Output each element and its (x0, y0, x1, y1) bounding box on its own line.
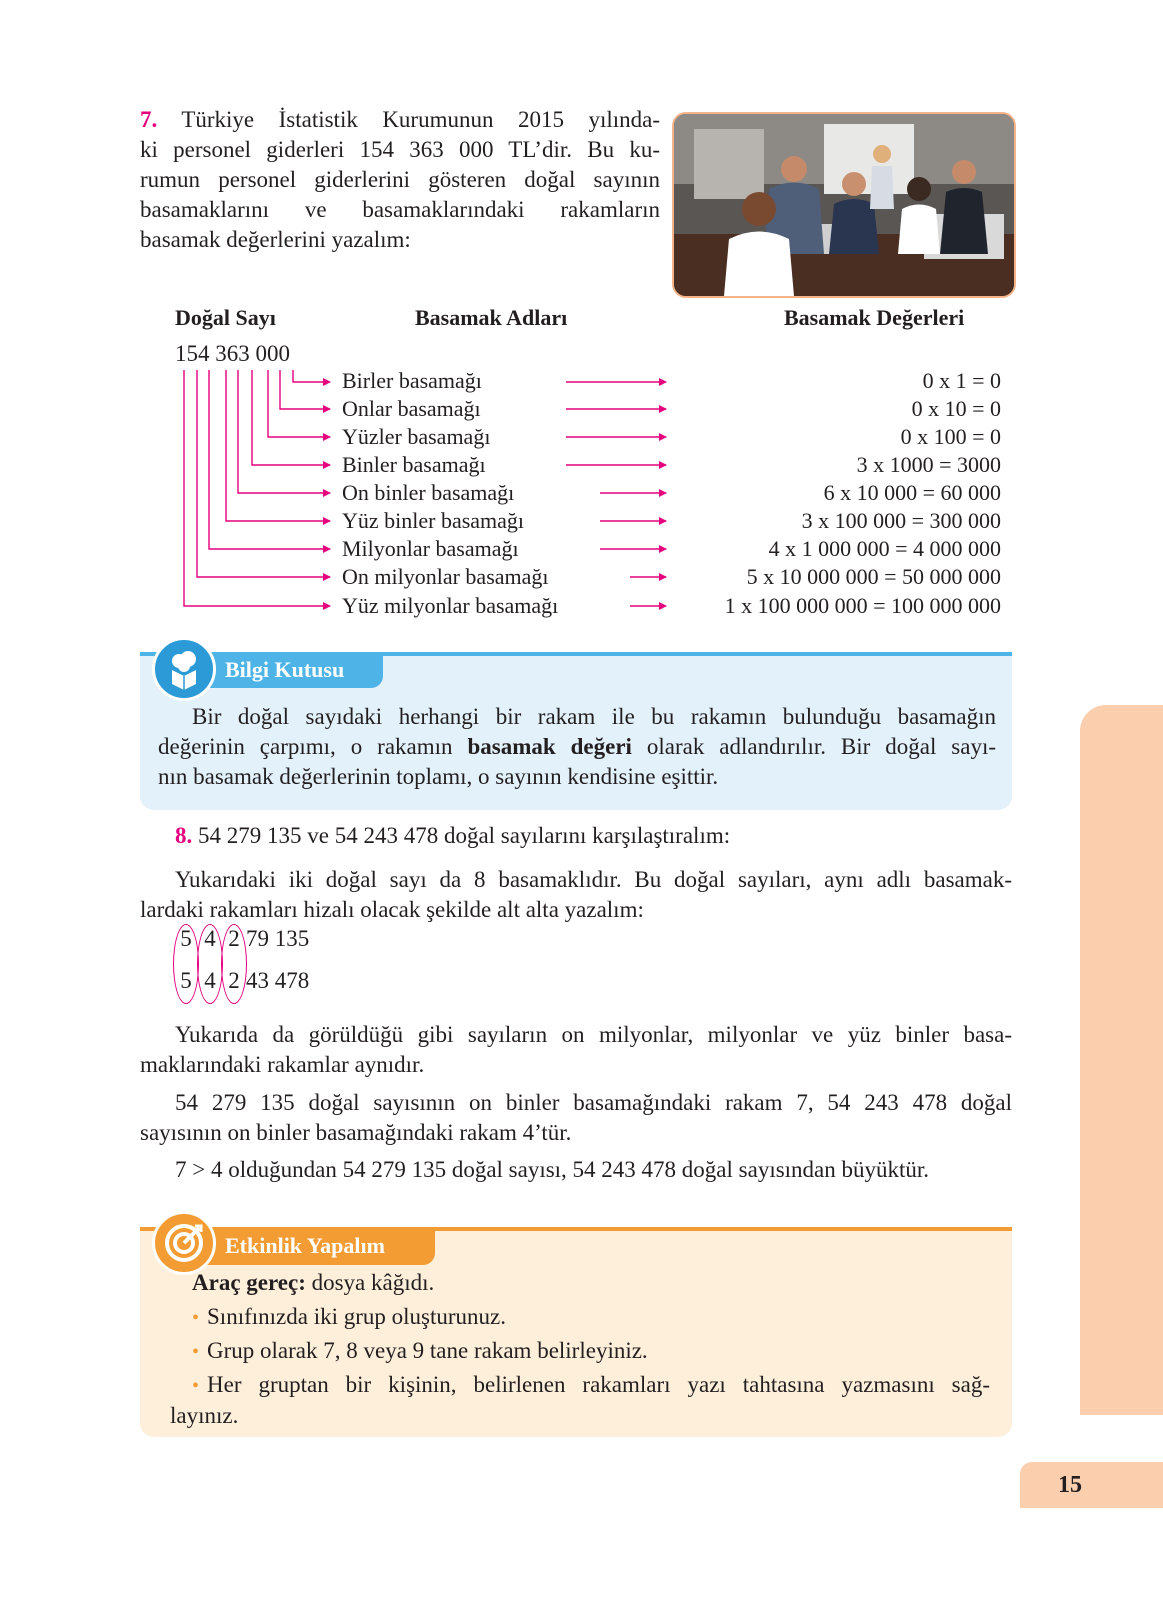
materials-label: Araç gereç: (192, 1270, 306, 1295)
activity-item-text: Sınıfınızda iki grup oluşturunuz. (207, 1304, 506, 1329)
bullet-icon: • (192, 1307, 200, 1329)
activity-item (140, 1370, 990, 1431)
materials-value: dosya kâğıdı. (305, 1270, 435, 1295)
activity-item-3-line-1 (140, 1370, 990, 1401)
place-value-row: 1 x 100 000 000 = 100 000 000 (724, 593, 1001, 618)
activity-item-3-line-2: layınız. (170, 1403, 239, 1428)
problem-8-paragraph-3 (140, 1088, 1012, 1148)
place-value-row: 6 x 10 000 = 60 000 (823, 480, 1001, 505)
digit: 2 (228, 926, 240, 951)
problem-8-intro-text: 54 279 135 ve 54 243 478 doğal sayılarını karşılaştıralım: (198, 823, 731, 848)
target-icon-graphic (155, 1214, 213, 1272)
connector-ten-millions (197, 370, 330, 577)
digit: 4 (204, 926, 216, 951)
problem-7-line-4: basamaklarını ve basamaklarındaki rakamların (140, 197, 660, 222)
activity-item-text: Grup olarak 7, 8 veya 9 tane rakam belirleyiniz. (207, 1338, 648, 1363)
info-line-3: nın basamak değerlerinin toplamı, o sayının kendisine eşittir. (158, 764, 719, 789)
problem-7-text-1: Türkiye İstatistik Kurumunun 2015 yılında- (181, 107, 660, 132)
info-line-2-b: olarak adlandırılır. Bir doğal sayı- (631, 734, 997, 759)
header-place-names: Basamak Adları (415, 305, 568, 330)
digits-rest: 79 135 (246, 926, 310, 951)
connector-tens (280, 370, 330, 409)
problem-8-p2-line-2: maklarındaki rakamlar aynıdır. (140, 1052, 425, 1077)
info-box-text (158, 702, 996, 792)
place-name-row: Milyonlar basamağı (342, 536, 519, 561)
place-name-row: Yüzler basamağı (342, 424, 491, 449)
problem-7-line-3: rumun personel giderlerini gösteren doğal sayının (140, 167, 660, 192)
place-value-row: 0 x 10 = 0 (911, 396, 1001, 421)
place-value-row: 4 x 1 000 000 = 4 000 000 (768, 536, 1001, 561)
problem-7-line-2: ki personel giderleri 154 363 000 TL’dir. Bu ku- (140, 137, 660, 162)
activity-item (192, 1302, 506, 1333)
activity-item-text: Her gruptan bir kişinin, belirlenen rakamları yazı tahtasına yazmasını sağ- (207, 1372, 990, 1397)
digit: 5 (180, 968, 192, 993)
brain-box-icon (152, 637, 216, 701)
problem-7-number: 7. (140, 107, 158, 132)
place-name-row: Binler basamağı (342, 452, 486, 477)
problem-8-intro (175, 821, 730, 851)
info-box-title: Bilgi Kutusu (195, 652, 383, 688)
problem-7-line-5: basamak değerlerini yazalım: (140, 227, 411, 252)
problem-8-p2-line-1: Yukarıda da görüldüğü gibi sayıların on milyonlar, milyonlar ve yüz binler basa- (175, 1022, 1012, 1047)
digit: 4 (204, 968, 216, 993)
activity-materials (192, 1268, 434, 1298)
brain-box-icon-graphic (155, 640, 213, 698)
problem-8-p3-line-1: 54 279 135 doğal sayısının on binler basamağındaki rakam 7, 54 243 478 doğal (175, 1090, 1012, 1115)
digits-rest: 43 478 (246, 968, 310, 993)
digit-match-ellipse (221, 924, 247, 1004)
info-line-2-bold: basamak değeri (467, 734, 632, 759)
place-name-row: Onlar basamağı (342, 396, 481, 421)
connector-millions (209, 370, 330, 549)
problem-8-p1-line-2: lardaki rakamları hizalı olacak şekilde alt alta yazalım: (140, 897, 644, 922)
place-value-row: 0 x 1 = 0 (922, 368, 1001, 393)
problem-8-number: 8. (175, 823, 193, 848)
problem-8-paragraph-1 (140, 865, 1012, 925)
place-name-row: Yüz binler basamağı (342, 508, 525, 533)
connector-hundreds (268, 370, 330, 437)
digit-match-ellipse (197, 924, 223, 1004)
info-line-2 (158, 732, 996, 762)
place-name-row: Birler basamağı (342, 368, 482, 393)
problem-8-conclusion: 7 > 4 olduğundan 54 279 135 doğal sayısı, 54 243 478 doğal sayısından büyüktür. (175, 1157, 930, 1182)
place-name-row: Yüz milyonlar basamağı (342, 593, 559, 618)
place-value-row: 0 x 100 = 0 (900, 424, 1001, 449)
place-value-row: 3 x 1000 = 3000 (856, 452, 1001, 477)
activity-box-title: Etkinlik Yapalım (195, 1227, 435, 1265)
target-icon (152, 1211, 216, 1275)
problem-8-p1-line-1: Yukarıdaki iki doğal sayı da 8 basamaklıdır. Bu doğal sayıları, aynı adlı basamak- (175, 867, 1012, 892)
connector-thousands (252, 370, 330, 465)
info-line-2-a: değerinin çarpımı, o rakamın (158, 734, 468, 759)
chapter-side-tab (1080, 705, 1163, 1415)
header-place-values: Basamak Değerleri (784, 305, 965, 330)
table-number: 154 363 000 (175, 341, 290, 366)
bullet-icon: • (192, 1375, 200, 1397)
connector-ones (293, 370, 330, 382)
activity-item (192, 1336, 648, 1367)
place-name-row: On milyonlar basamağı (342, 564, 549, 589)
connector-hundred-millions (184, 370, 330, 606)
info-line-1: Bir doğal sayıdaki herhangi bir rakam ile bu rakamın bulunduğu basamağın (192, 704, 996, 729)
place-name-row: On binler basamağı (342, 480, 515, 505)
problem-8-paragraph-2 (140, 1020, 1012, 1080)
connector-hundred-thousands (226, 370, 330, 521)
place-value-row: 3 x 100 000 = 300 000 (801, 508, 1001, 533)
place-value-row: 5 x 10 000 000 = 50 000 000 (746, 564, 1001, 589)
digit: 5 (180, 926, 192, 951)
bullet-icon: • (192, 1341, 200, 1363)
digit: 2 (228, 968, 240, 993)
page-number: 15 (1058, 1472, 1082, 1498)
problem-8-p3-line-2: sayısının on binler basamağındaki rakam 4’tür. (140, 1120, 572, 1145)
digit-match-ellipse (173, 924, 199, 1004)
header-natural-number: Doğal Sayı (175, 305, 276, 330)
